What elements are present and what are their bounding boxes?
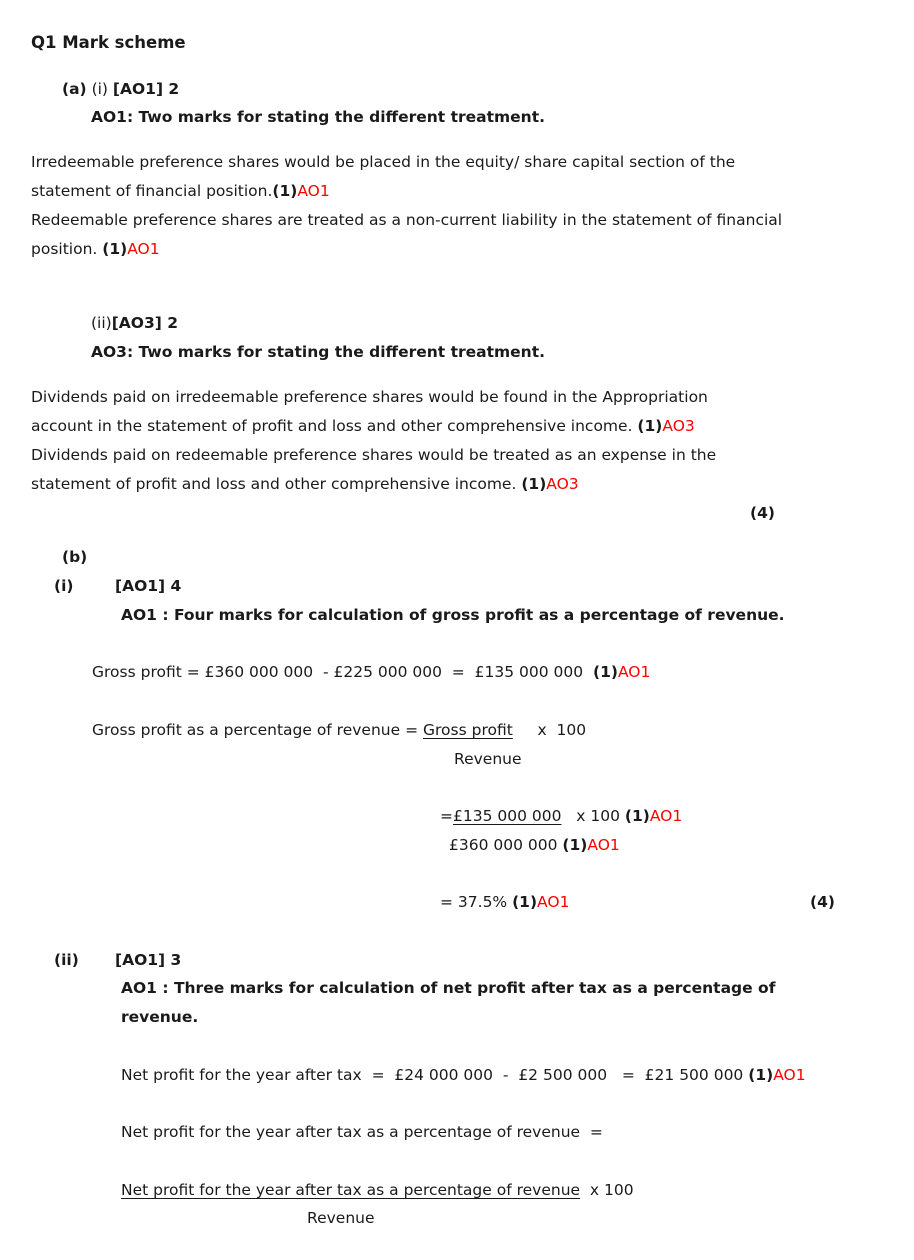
text-segment: Revenue bbox=[454, 750, 522, 768]
text-segment: x 100 bbox=[580, 1181, 634, 1199]
assessment-objective-tag: AO1 bbox=[773, 1066, 806, 1084]
text-line bbox=[750, 501, 775, 525]
mark-value: (1) bbox=[748, 1066, 774, 1084]
text-segment: Net profit for the year after tax = £24 000 000 - £2 500 000 = £21 500 000 bbox=[121, 1066, 749, 1084]
text-segment: Gross profit bbox=[423, 721, 513, 739]
text-line bbox=[121, 1120, 603, 1144]
text-segment: £360 000 000 bbox=[449, 836, 563, 854]
text-segment: Irredeemable preference shares would be placed in the equity/ share capital section of the bbox=[31, 153, 736, 171]
text-line bbox=[92, 660, 650, 684]
assessment-objective-tag: AO1 bbox=[587, 836, 620, 854]
text-segment: £135 000 000 bbox=[453, 807, 562, 825]
text-line bbox=[91, 105, 545, 129]
text-line bbox=[440, 804, 682, 828]
text-segment: AO1: Two marks for stating the different treatment. bbox=[91, 108, 546, 126]
text-segment: [AO3] 2 bbox=[111, 314, 179, 332]
mark-value: (1) bbox=[637, 417, 663, 435]
text-line bbox=[31, 443, 716, 467]
text-segment: x 100 bbox=[561, 807, 625, 825]
text-segment: [AO1] 4 bbox=[115, 577, 182, 595]
text-line bbox=[62, 77, 179, 101]
text-segment: (i) bbox=[54, 577, 74, 595]
text-segment: (4) bbox=[810, 893, 835, 911]
text-line bbox=[31, 414, 695, 438]
text-line bbox=[54, 948, 79, 972]
text-segment: AO1 : Four marks for calculation of gross profit as a percentage of revenue. bbox=[121, 606, 785, 624]
mark-value: (1) bbox=[521, 475, 547, 493]
text-line bbox=[115, 948, 181, 972]
text-line bbox=[121, 976, 775, 1000]
assessment-objective-tag: AO1 bbox=[617, 663, 651, 681]
text-segment: x 100 bbox=[512, 721, 587, 739]
text-line bbox=[54, 574, 73, 598]
text-segment: statement of profit and loss and other comprehensive income. bbox=[31, 475, 522, 493]
text-line bbox=[62, 545, 87, 569]
text-line bbox=[92, 718, 586, 742]
assessment-objective-tag: AO1 bbox=[127, 240, 160, 258]
text-segment: account in the statement of profit and loss and other comprehensive income. bbox=[31, 417, 638, 435]
text-segment: Redeemable preference shares are treated as a non-current liability in the statement of financial bbox=[31, 211, 783, 229]
text-segment: (4) bbox=[750, 504, 775, 522]
mark-value: (1) bbox=[272, 182, 298, 200]
text-segment: Net profit for the year after tax as a percentage of revenue bbox=[121, 1181, 581, 1199]
assessment-objective-tag: AO1 bbox=[297, 182, 330, 200]
text-line bbox=[31, 208, 782, 232]
mark-value: (1) bbox=[562, 836, 588, 854]
text-line bbox=[121, 603, 785, 627]
text-line bbox=[810, 890, 835, 914]
text-line bbox=[31, 150, 735, 174]
text-line bbox=[440, 890, 569, 914]
text-segment: position. bbox=[31, 240, 103, 258]
mark-value: (1) bbox=[624, 807, 650, 825]
document-title bbox=[31, 31, 186, 55]
text-segment: Gross profit = £360 000 000 - £225 000 000 = £135 000 000 bbox=[92, 663, 593, 681]
text-segment: (b) bbox=[62, 548, 88, 566]
text-line bbox=[115, 574, 181, 598]
assessment-objective-tag: AO1 bbox=[537, 893, 570, 911]
text-segment: = 37.5% bbox=[440, 893, 513, 911]
text-line bbox=[91, 311, 178, 335]
text-line bbox=[31, 237, 160, 261]
text-segment: AO1 : Three marks for calculation of net profit after tax as a percentage of bbox=[121, 979, 776, 997]
text-line bbox=[454, 747, 522, 771]
text-line bbox=[121, 1178, 634, 1202]
mark-value: (1) bbox=[512, 893, 538, 911]
text-segment: AO3: Two marks for stating the different treatment. bbox=[91, 343, 546, 361]
text-segment: Net profit for the year after tax as a percentage of revenue = bbox=[121, 1123, 603, 1141]
text-segment: (ii) bbox=[91, 314, 112, 332]
text-segment: (ii) bbox=[54, 951, 79, 969]
text-line bbox=[91, 340, 545, 364]
text-segment: revenue. bbox=[121, 1008, 199, 1026]
text-line bbox=[31, 385, 708, 409]
text-line bbox=[121, 1063, 806, 1087]
text-segment: = bbox=[440, 807, 453, 825]
text-segment: [AO1] 3 bbox=[115, 951, 182, 969]
text-line bbox=[307, 1206, 375, 1230]
text-segment: Revenue bbox=[307, 1209, 375, 1227]
text-line bbox=[121, 1005, 198, 1029]
assessment-objective-tag: AO3 bbox=[662, 417, 695, 435]
mark-value: (1) bbox=[592, 663, 618, 681]
text-segment: Gross profit as a percentage of revenue = bbox=[92, 721, 423, 739]
text-segment: (i) bbox=[86, 80, 113, 98]
assessment-objective-tag: AO1 bbox=[649, 807, 683, 825]
text-segment: Dividends paid on irredeemable preference shares would be found in the Appropriation bbox=[31, 388, 708, 406]
text-segment: Q1 Mark scheme bbox=[31, 33, 186, 52]
assessment-objective-tag: AO3 bbox=[546, 475, 579, 493]
text-line bbox=[449, 833, 620, 857]
text-line bbox=[31, 472, 579, 496]
text-segment: (a) bbox=[62, 80, 87, 98]
text-segment: [AO1] 2 bbox=[112, 80, 180, 98]
mark-value: (1) bbox=[102, 240, 128, 258]
text-segment: statement of financial position. bbox=[31, 182, 273, 200]
text-segment: Dividends paid on redeemable preference shares would be treated as an expense in the bbox=[31, 446, 717, 464]
text-line bbox=[31, 179, 330, 203]
